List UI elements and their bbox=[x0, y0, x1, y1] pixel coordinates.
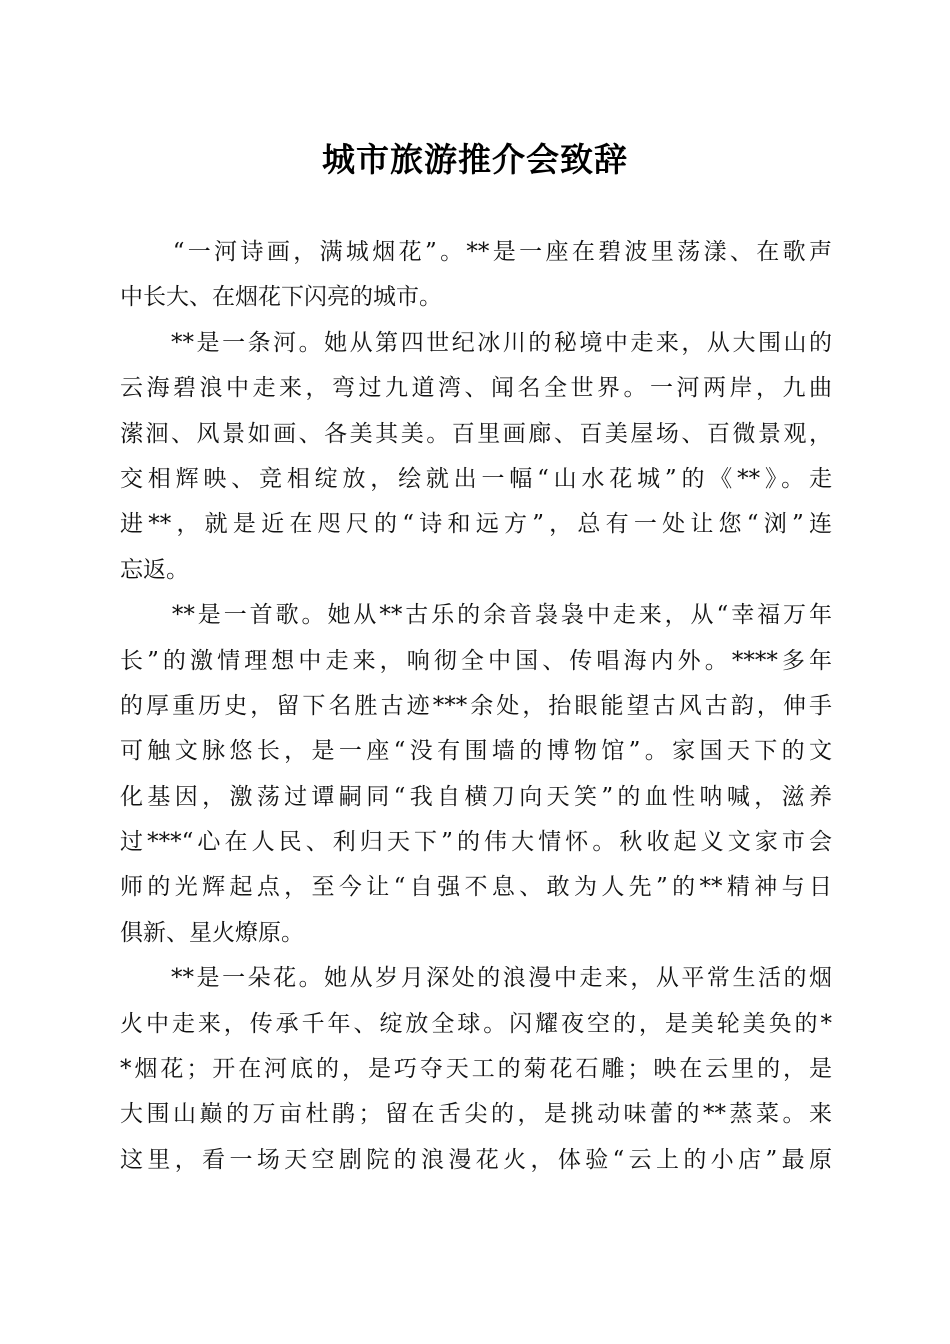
paragraph-4 bbox=[120, 956, 832, 1183]
text-line: 师的光辉起点，至今让“自强不息、敢为人先”的**精神与日 bbox=[120, 874, 832, 901]
text-line: 俱新、星火燎原。 bbox=[120, 919, 304, 946]
text-line: 火中走来，传承千年、绽放全球。闪耀夜空的，是美轮美奂的* bbox=[120, 1010, 832, 1037]
text-line: 交相辉映、竞相绽放，绘就出一幅“山水花城”的《**》。走 bbox=[120, 465, 832, 492]
text-line: 忘返。 bbox=[120, 556, 189, 583]
text-line: “一河诗画，满城烟花”。**是一座在碧波里荡漾、在歌声 bbox=[120, 239, 832, 265]
text-line: 云海碧浪中走来，弯过九道湾、闻名全世界。一河两岸，九曲 bbox=[120, 375, 832, 402]
text-line: 进**，就是近在咫尺的“诗和远方”，总有一处让您“浏”连 bbox=[120, 511, 832, 538]
text-line: 中长大、在烟花下闪亮的城市。 bbox=[120, 284, 442, 311]
paragraph-3 bbox=[120, 593, 832, 956]
paragraph-1 bbox=[120, 230, 832, 321]
text-line: 过***“心在人民、利归天下”的伟大情怀。秋收起义文家市会 bbox=[120, 829, 832, 856]
text-line: 长”的激情理想中走来，响彻全中国、传唱海内外。****多年 bbox=[120, 647, 832, 674]
document-title: 城市旅游推介会致辞 bbox=[322, 140, 628, 179]
text-line: **是一条河。她从第四世纪冰川的秘境中走来，从大围山的 bbox=[120, 329, 832, 356]
text-line: 化基因，激荡过谭嗣同“我自横刀向天笑”的血性呐喊，滋养 bbox=[120, 783, 832, 810]
text-line: 这里，看一场天空剧院的浪漫花火，体验“云上的小店”最原 bbox=[120, 1146, 832, 1173]
document-body bbox=[120, 230, 832, 1183]
paragraph-2 bbox=[120, 321, 832, 593]
text-line: **是一朵花。她从岁月深处的浪漫中走来，从平常生活的烟 bbox=[120, 965, 832, 992]
text-line: 的厚重历史，留下名胜古迹***余处，抬眼能望古风古韵，伸手 bbox=[120, 692, 832, 719]
text-line: 潆洄、风景如画、各美其美。百里画廊、百美屋场、百微景观， bbox=[120, 420, 832, 447]
text-line: 可触文脉悠长，是一座“没有围墙的博物馆”。家国天下的文 bbox=[120, 738, 832, 765]
text-line: **是一首歌。她从**古乐的余音袅袅中走来，从“幸福万年 bbox=[120, 602, 832, 629]
text-line: *烟花；开在河底的，是巧夺天工的菊花石雕；映在云里的，是 bbox=[120, 1056, 832, 1083]
text-line: 大围山巅的万亩杜鹃；留在舌尖的，是挑动味蕾的**蒸菜。来 bbox=[120, 1101, 832, 1128]
